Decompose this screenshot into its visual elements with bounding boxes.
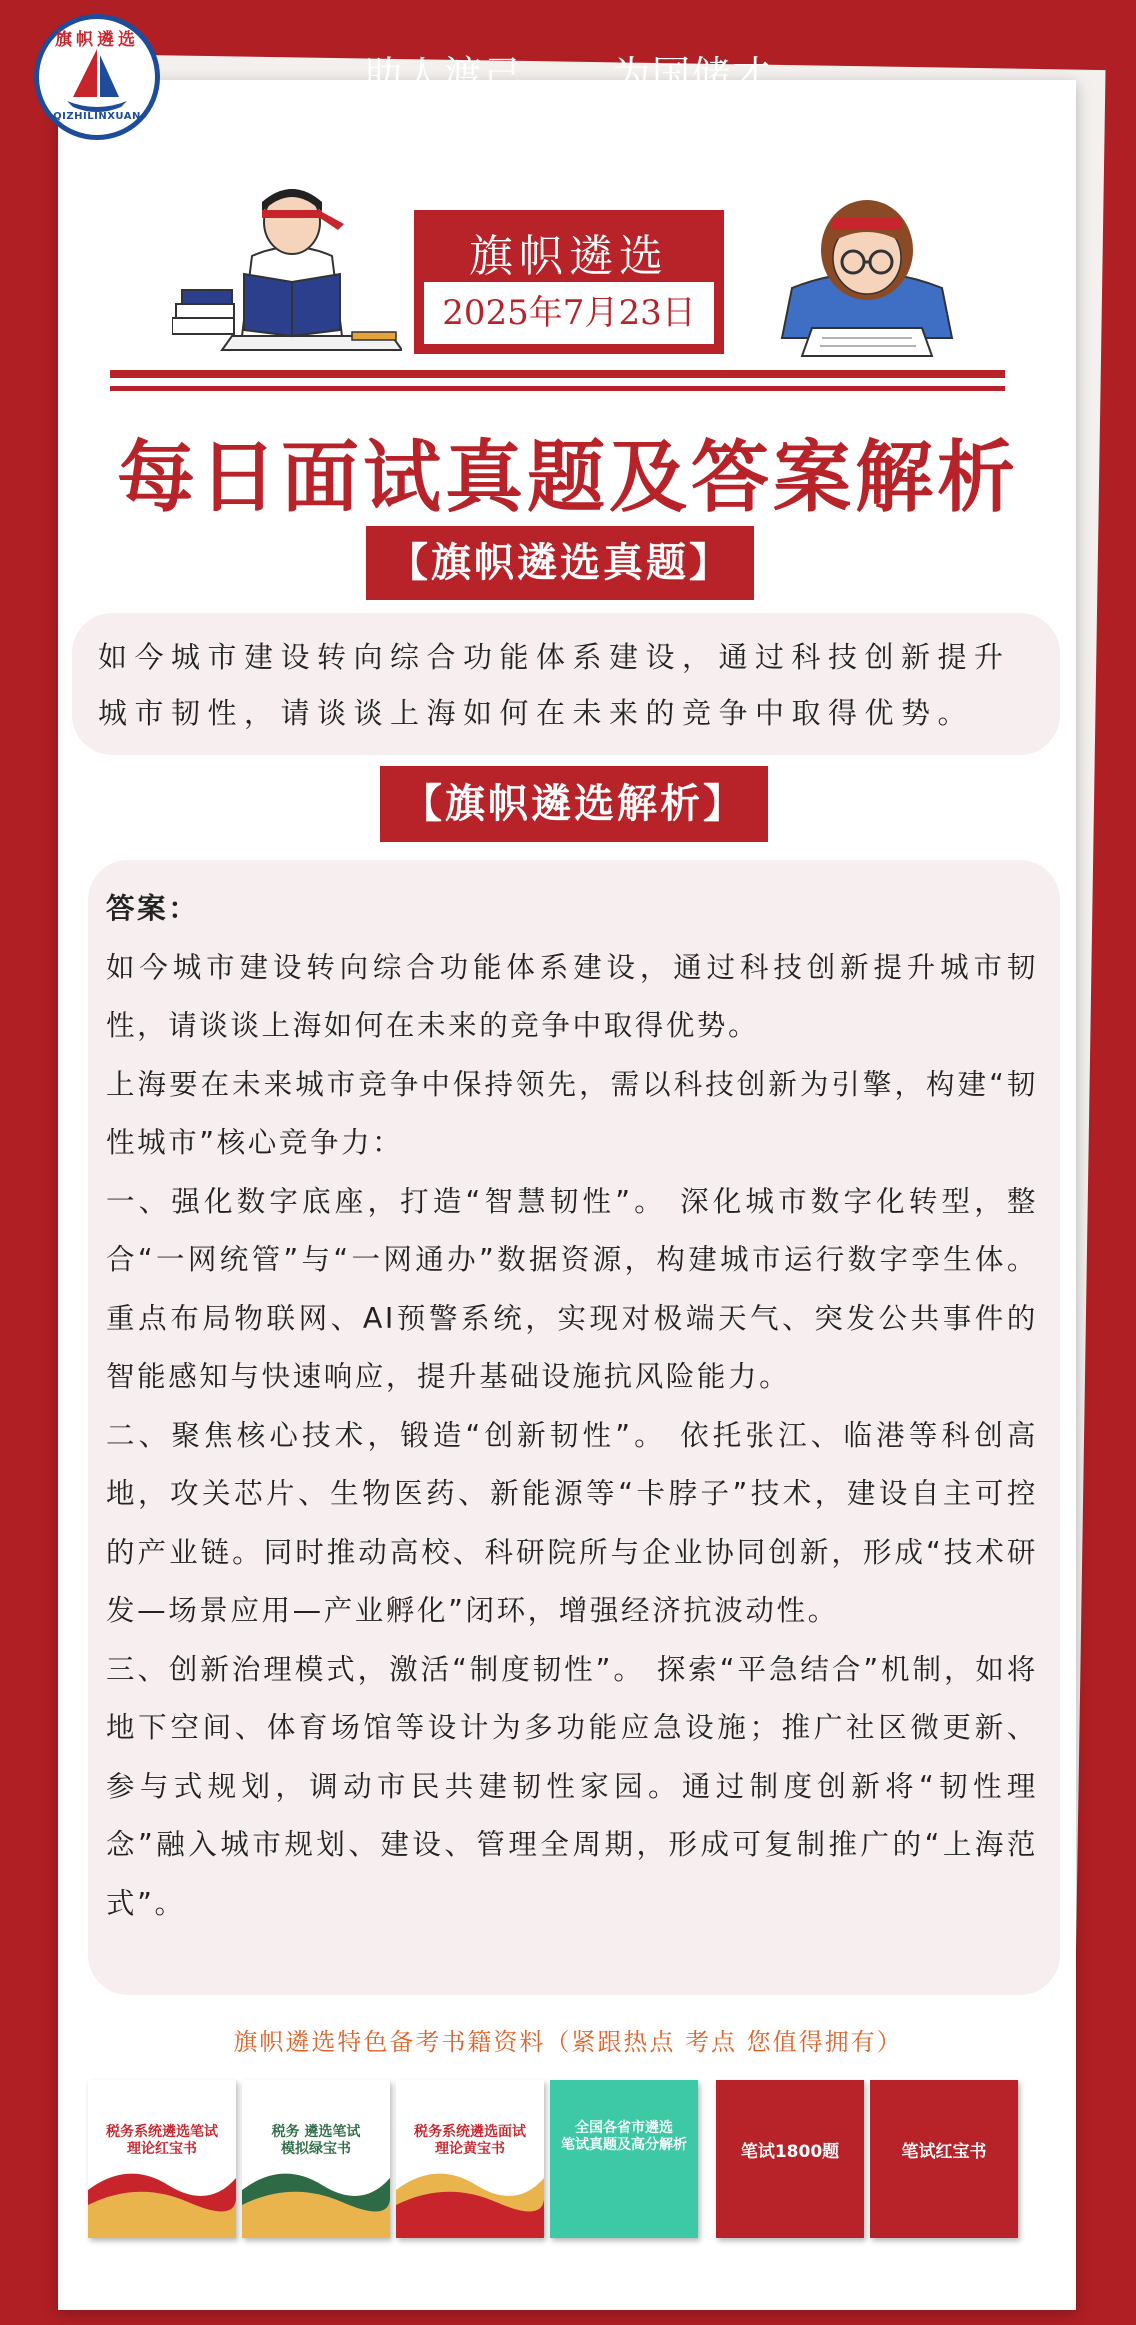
book-title-5: 笔试1800题 bbox=[740, 2142, 840, 2162]
logo-text: 旗帜遴选 bbox=[55, 30, 139, 50]
answer-paragraph-1: 如今城市建设转向综合功能体系建设，通过科技创新提升城市韧性，请谈谈上海如何在未来的竞争中取得优势。 bbox=[106, 950, 1038, 1042]
book-title-2: 税务 遴选笔试 模拟绿宝书 bbox=[271, 2124, 361, 2157]
book-cover-6[interactable] bbox=[870, 2080, 1018, 2238]
books-caption: 旗帜遴选特色备考书籍资料（紧跟热点 考点 您值得拥有） bbox=[233, 2028, 903, 2056]
question-text: 如今城市建设转向综合功能体系建设，通过科技创新提升城市韧性，请谈谈上海如何在未来的竞争中取得优势。 bbox=[98, 640, 1011, 730]
header-rule-top bbox=[110, 370, 1005, 378]
question-box bbox=[72, 613, 1060, 755]
question-section-label: 【旗帜遴选真题】 bbox=[366, 526, 754, 600]
slogan-right: 为国储才 bbox=[612, 53, 773, 97]
book-cover-1[interactable] bbox=[88, 2080, 236, 2238]
page-title: 每日面试真题及答案解析 bbox=[116, 433, 1019, 523]
book-title-6: 笔试红宝书 bbox=[901, 2142, 987, 2162]
book-cover-5[interactable] bbox=[716, 2080, 864, 2238]
book-gallery bbox=[88, 2080, 1018, 2242]
wave-decoration-icon bbox=[242, 2080, 390, 2238]
answer-paragraph-4: 二、聚焦核心技术，锻造“创新韧性”。 依托张江、临港等科创高地，攻关芯片、生物医药、新能源等“卡脖子”技术，建设自主可控的产业链。同时推动高校、科研院所与企业协同创新，形成“技术研发—场景应用—产业孵化”闭环，增强经济抗波动性。 bbox=[106, 1418, 1038, 1627]
student-reading-illustration bbox=[172, 186, 402, 366]
answer-section-label: 【旗帜遴选解析】 bbox=[380, 766, 768, 842]
book-title-4: 全国各省市遴选 笔试真题及高分解析 bbox=[561, 2120, 687, 2153]
answer-paragraph-2: 上海要在未来城市竞争中保持领先，需以科技创新为引擎，构建“韧性城市”核心竞争力： bbox=[106, 1067, 1038, 1159]
badge-title: 旗帜遴选 bbox=[469, 231, 669, 282]
answer-paragraph-5: 三、创新治理模式，激活“制度韧性”。 探索“平急结合”机制，如将地下空间、体育场馆等设计为多功能应急设施；推广社区微更新、参与式规划，调动市民共建韧性家园。通过制度创新将“韧性理念”融入城市规划、建设、管理全周期，形成可复制推广的“上海范式”。 bbox=[106, 1652, 1038, 1920]
header-badge bbox=[414, 210, 724, 354]
slogan-left: 助人渡己 bbox=[363, 53, 524, 97]
slogan bbox=[0, 44, 1136, 99]
answer-label: 答案： bbox=[106, 892, 200, 925]
issue-date: 2025年7月23日 bbox=[424, 282, 714, 344]
wave-decoration-icon bbox=[396, 2080, 544, 2238]
book-cover-4[interactable] bbox=[550, 2080, 698, 2238]
book-cover-2[interactable] bbox=[242, 2080, 390, 2238]
book-cover-3[interactable] bbox=[396, 2080, 544, 2238]
book-title-1: 税务系统遴选笔试 理论红宝书 bbox=[106, 2124, 218, 2157]
wave-decoration-icon bbox=[88, 2080, 236, 2238]
student-writing-illustration bbox=[752, 188, 982, 368]
header-rule-bottom bbox=[110, 386, 1005, 391]
book-title-3: 税务系统遴选面试 理论黄宝书 bbox=[414, 2124, 526, 2157]
logo-subtext: QIZHILINXUAN bbox=[53, 111, 141, 122]
answer-paragraph-3: 一、强化数字底座，打造“智慧韧性”。 深化城市数字化转型，整合“一网统管”与“一网通办”数据资源，构建城市运行数字孪生体。重点布局物联网、AI预警系统，实现对极端天气、突发公共事件的智能感知与快速响应，提升基础设施抗风险能力。 bbox=[106, 1184, 1038, 1393]
answer-box bbox=[88, 860, 1060, 1995]
